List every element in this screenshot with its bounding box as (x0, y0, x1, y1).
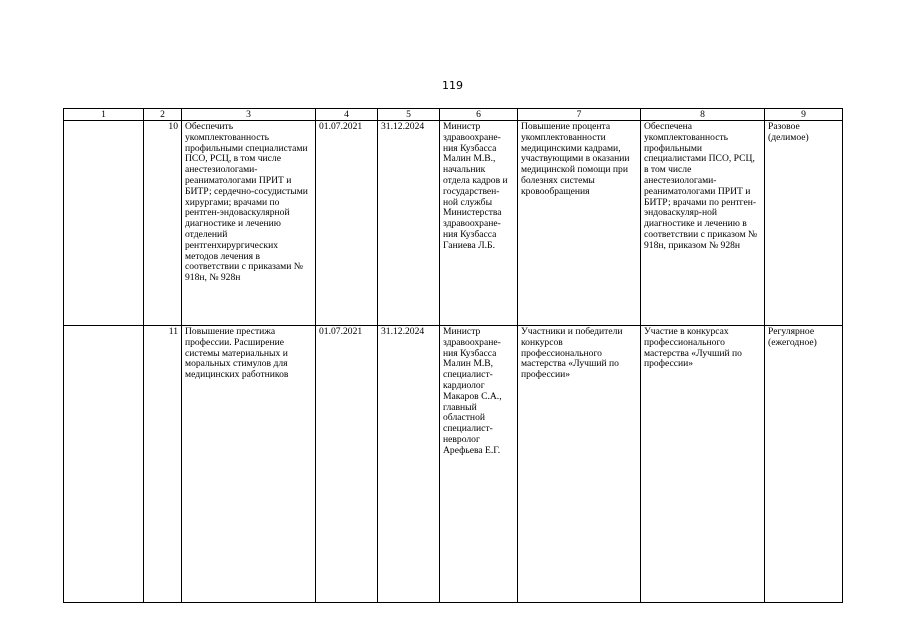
column-header: 3 (182, 109, 316, 121)
cell-start-date: 01.07.2021 (316, 326, 378, 603)
measures-table (63, 108, 843, 603)
cell-row-number: 10 (144, 121, 182, 326)
cell-measure: Обеспечить укомплектованность профильными специалистами ПСО, РСЦ, в том числе анестезиологами-реаниматологами ПРИТ и БИТР; сердечно-сосудистыми хирургами; врачами по рентген-эндоваскулярной диагностике и лечению отделений рентгенхирургических методов лечения в соответствии с приказами № 918н, № 928н (182, 121, 316, 326)
cell-responsible: Министр здравоохране-ния Кузбасса Малин М.В, специалист-кардиолог Макаров С.А., главный областной специалист-невролог Арефьева Е.Г. (440, 326, 518, 603)
cell-empty (64, 121, 144, 326)
cell-result: Обеспечена укомплектованность профильными специалистами ПСО, РСЦ, в том числе анестезиологами-реаниматологами ПРИТ и БИТР; врачами по рентген-эндоваскуляр-ной диагностике и лечению в соответствии с приказом № 918н, приказом № 928н (641, 121, 765, 326)
cell-type: Регулярное (ежегодное) (765, 326, 843, 603)
column-header: 7 (518, 109, 641, 121)
column-header: 2 (144, 109, 182, 121)
cell-end-date: 31.12.2024 (378, 326, 440, 603)
column-header: 6 (440, 109, 518, 121)
cell-start-date: 01.07.2021 (316, 121, 378, 326)
cell-end-date: 31.12.2024 (378, 121, 440, 326)
cell-row-number: 11 (144, 326, 182, 603)
column-header: 4 (316, 109, 378, 121)
cell-responsible: Министр здравоохране-ния Кузбасса Малин М.В., начальник отдела кадров и государствен-ной службы Министерства здравоохране-ния Кузбасса Ганиева Л.Б. (440, 121, 518, 326)
cell-result: Участие в конкурсах профессионального мастерства «Лучший по профессии» (641, 326, 765, 603)
cell-measure: Повышение престижа профессии. Расширение системы материальных и моральных стимулов для медицинских работников (182, 326, 316, 603)
column-header: 5 (378, 109, 440, 121)
column-header: 1 (64, 109, 144, 121)
cell-type: Разовое (делимое) (765, 121, 843, 326)
cell-indicator: Повышение процента укомплектованности медицинскими кадрами, участвующими в оказании медицинской помощи при болезнях системы кровообращения (518, 121, 641, 326)
cell-empty (64, 326, 144, 603)
column-header: 9 (765, 109, 843, 121)
cell-indicator: Участники и победители конкурсов профессионального мастерства «Лучший по профессии» (518, 326, 641, 603)
table-row (64, 121, 843, 326)
table-row (64, 326, 843, 603)
page-number: 119 (442, 79, 463, 92)
column-header: 8 (641, 109, 765, 121)
table-header-row (64, 109, 843, 121)
